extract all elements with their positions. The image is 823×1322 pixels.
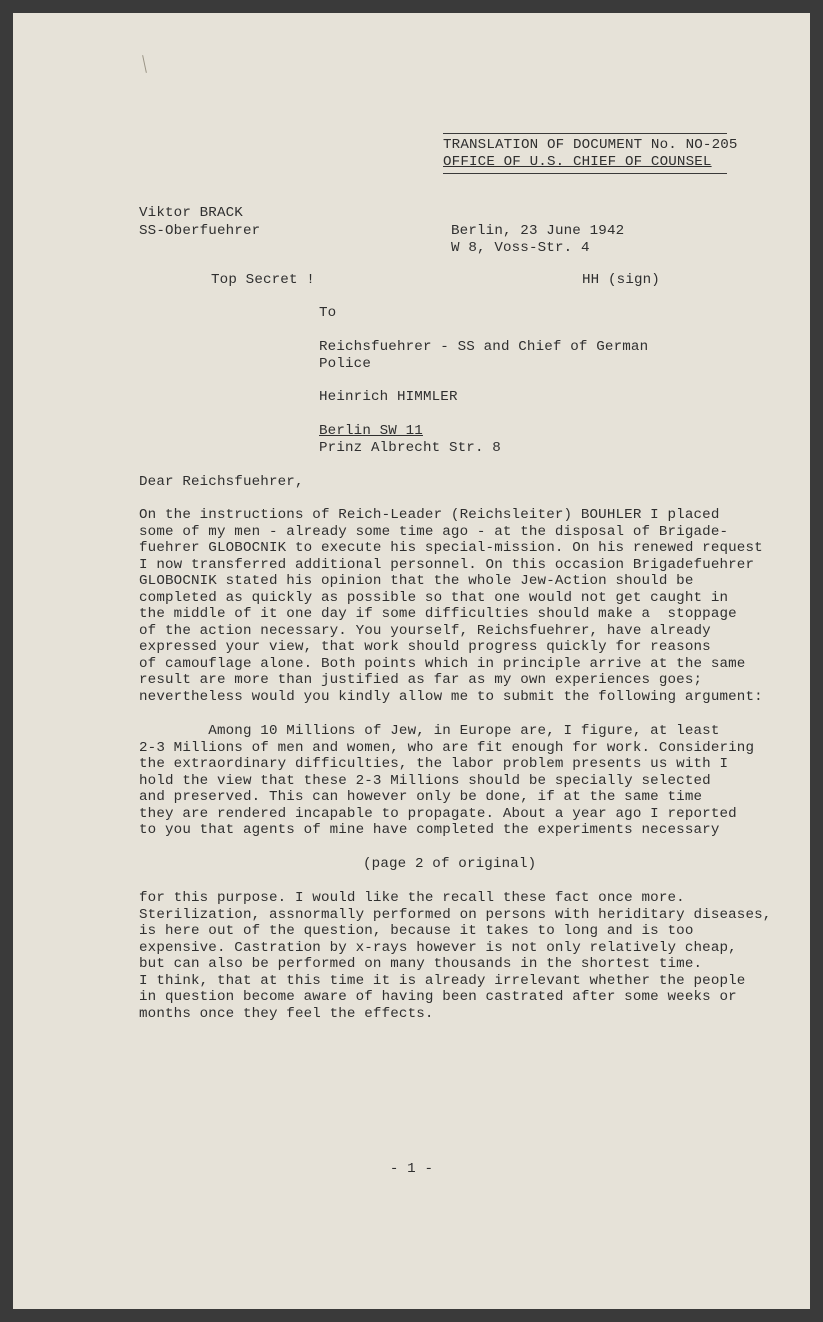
text-line: I think, that at this time it is already irrelevant whether the people: [139, 972, 746, 989]
paper-mark: [142, 55, 147, 73]
text-line: result are more than justified as far as my own experiences goes;: [139, 672, 703, 688]
text-line: Among 10 Millions of Jew, in Europe are, I figure, at least: [139, 723, 720, 739]
text-line: On the instructions of Reich-Leader (Reichsleiter) BOUHLER I placed: [139, 507, 720, 523]
header-line-1: TRANSLATION OF DOCUMENT No. NO-205: [443, 137, 738, 153]
text-line: the extraordinary difficulties, the labor problem presents us with I: [139, 756, 729, 772]
place-date-line-2: W 8, Voss-Str. 4: [451, 240, 590, 256]
page-break-note: (page 2 of original): [363, 856, 537, 872]
page-number: - 1 -: [389, 1161, 434, 1177]
text-line: and preserved. This can however only be done, if at the same time: [139, 789, 703, 805]
text-line: to you that agents of mine have completed the experiments necessary: [139, 822, 720, 838]
translation-header: [443, 133, 738, 174]
text-line: some of my men - already some time ago - at the disposal of Brigade-: [139, 523, 729, 540]
recipient-name: Heinrich HIMMLER: [319, 389, 458, 405]
text-line: expressed your view, that work should progress quickly for reasons: [139, 639, 711, 655]
text-line: is here out of the question, because it takes to long and is too: [139, 923, 694, 939]
sender-rank: SS-Oberfuehrer: [139, 223, 261, 239]
text-line: months once they feel the effects.: [139, 1005, 434, 1022]
text-line: fuehrer GLOBOCNIK to execute his special-mission. On his renewed request: [139, 540, 763, 556]
text-line: expensive. Castration by x-rays however is not only relatively cheap,: [139, 939, 737, 956]
text-line: I now transferred additional personnel. On this occasion Brigadefuehrer: [139, 556, 755, 573]
text-line: Sterilization, assnormally performed on persons with heriditary diseases,: [139, 906, 772, 923]
recipient-city: Berlin SW 11: [319, 423, 423, 439]
text-line: hold the view that these 2-3 Millions should be specially selected: [139, 772, 711, 789]
salutation: Dear Reichsfuehrer,: [139, 474, 304, 490]
text-line: completed as quickly as possible so that one would not get caught in: [139, 589, 729, 606]
place-date-line-1: Berlin, 23 June 1942: [451, 223, 625, 239]
signature-note: HH (sign): [582, 272, 660, 288]
recipient-to: To: [319, 305, 337, 321]
document-page: [13, 13, 810, 1309]
text-line: nevertheless would you kindly allow me to submit the following argument:: [139, 688, 763, 705]
recipient-street: Prinz Albrecht Str. 8: [319, 440, 501, 456]
sender-name: Viktor BRACK: [139, 205, 243, 221]
header-line-2: OFFICE OF U.S. CHIEF OF COUNSEL: [443, 154, 712, 170]
text-line: but can also be performed on many thousands in the shortest time.: [139, 956, 703, 972]
text-line: GLOBOCNIK stated his opinion that the whole Jew-Action should be: [139, 573, 694, 589]
classification: Top Secret !: [211, 272, 315, 288]
text-line: of the action necessary. You yourself, Reichsfuehrer, have already: [139, 622, 711, 639]
recipient-title-1: Reichsfuehrer - SS and Chief of German: [319, 339, 649, 355]
text-line: they are rendered incapable to propagate. About a year ago I reported: [139, 805, 737, 822]
text-line: the middle of it one day if some difficulties should make a stoppage: [139, 606, 737, 622]
text-line: for this purpose. I would like the recall these fact once more.: [139, 890, 685, 906]
text-line: in question become aware of having been castrated after some weeks or: [139, 989, 737, 1005]
text-line: 2-3 Millions of men and women, who are fit enough for work. Considering: [139, 739, 755, 756]
recipient-title-2: Police: [319, 356, 371, 372]
text-line: of camouflage alone. Both points which in principle arrive at the same: [139, 655, 746, 672]
